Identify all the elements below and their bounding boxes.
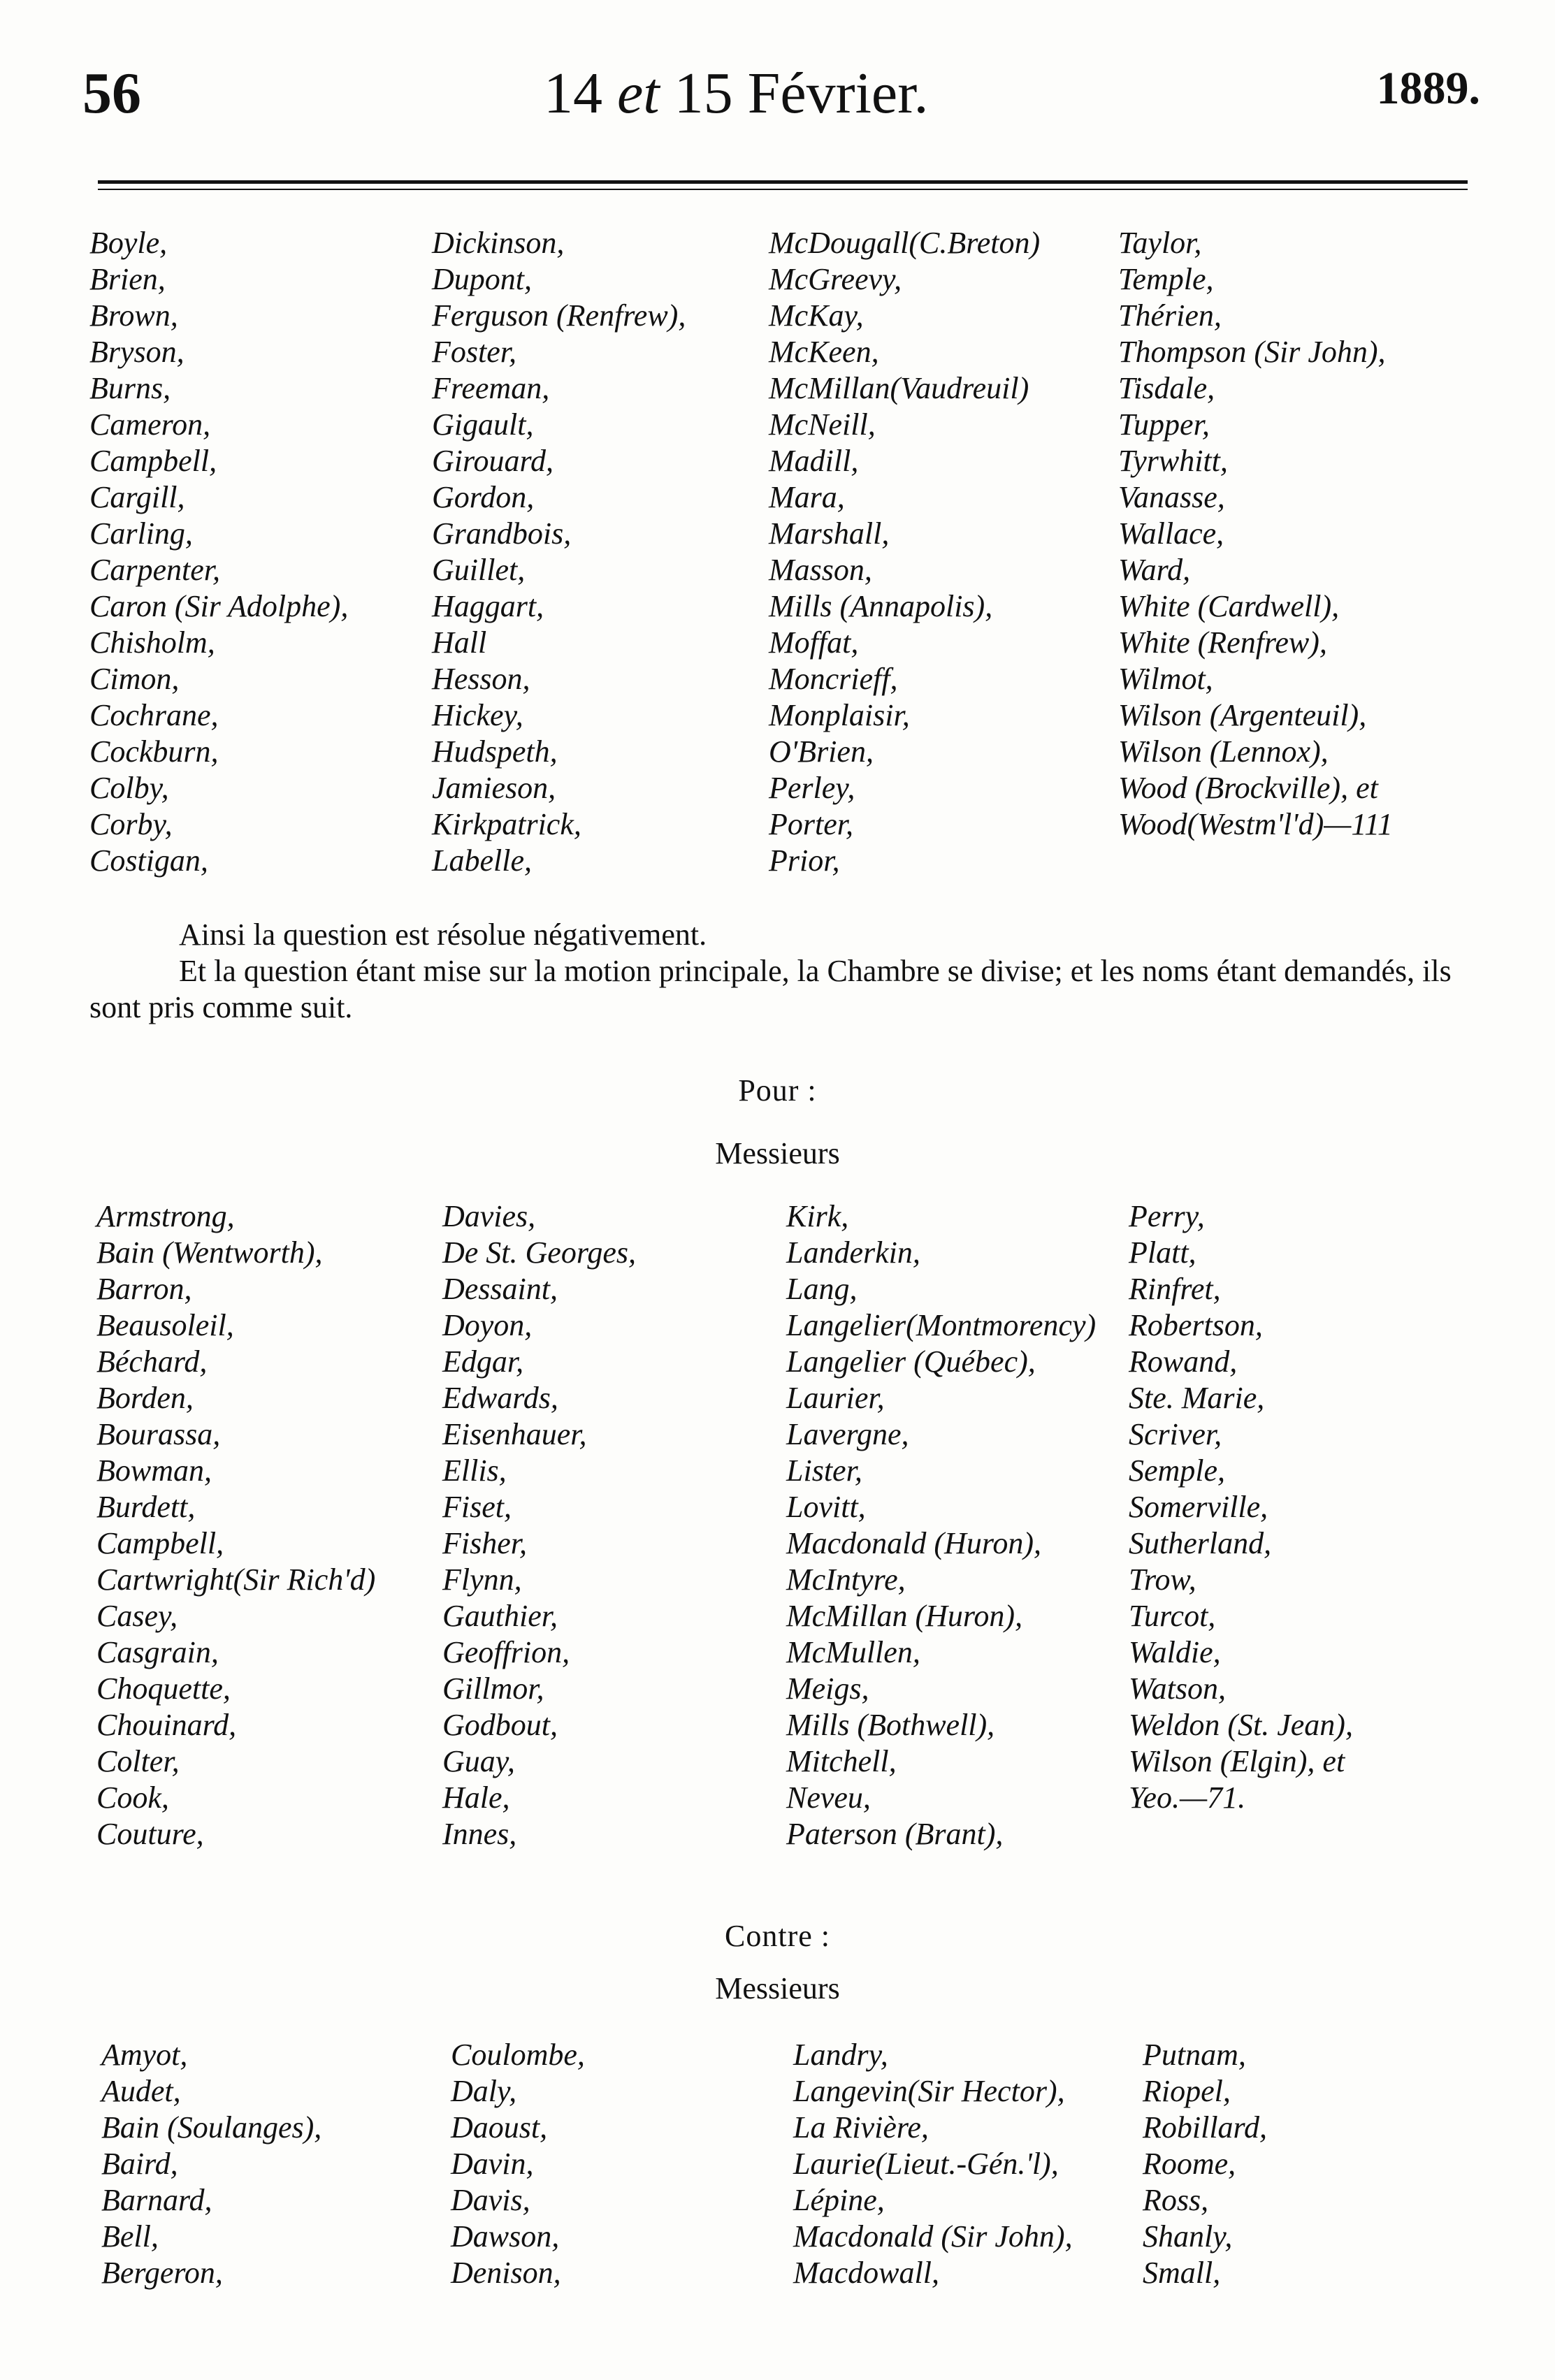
member-name: McMillan (Huron),: [786, 1599, 1023, 1633]
member-name: Chouinard,: [96, 1708, 237, 1742]
member-name: Wood(Westm'l'd)—111: [1118, 807, 1393, 841]
member-name: Macdowall,: [793, 2256, 939, 2290]
member-name: Gordon,: [432, 480, 535, 514]
member-name: Corby,: [89, 807, 173, 841]
member-name: Brien,: [89, 262, 166, 296]
page-title: 14 et 15 Février.: [544, 61, 929, 126]
member-name: Monplaisir,: [769, 698, 910, 732]
member-name: Godbout,: [442, 1708, 558, 1742]
member-name: Tupper,: [1118, 407, 1210, 442]
member-name: Yeo.—71.: [1129, 1780, 1246, 1815]
member-name: Putnam,: [1143, 2038, 1246, 2072]
member-name: Labelle,: [432, 843, 532, 878]
member-name: Tisdale,: [1118, 371, 1215, 405]
member-name: Colter,: [96, 1744, 180, 1778]
member-name: Rowand,: [1129, 1344, 1238, 1379]
member-name: Landry,: [793, 2038, 888, 2072]
member-name: Girouard,: [432, 444, 554, 478]
member-name: Edwards,: [442, 1381, 558, 1415]
division-paragraph: Et la question étant mise sur la motion principale, la Chambre se divise; et les noms étant demandés, ils sont pris comme suit.: [89, 954, 1452, 1024]
member-name: Dupont,: [432, 262, 532, 296]
member-name: Masson,: [769, 553, 872, 587]
name-column: [786, 1198, 1129, 1852]
member-name: Dessaint,: [442, 1272, 558, 1306]
member-name: Landerkin,: [786, 1235, 920, 1270]
page-year: 1889.: [1376, 63, 1480, 114]
member-name: Kirkpatrick,: [432, 807, 581, 841]
member-name: Sutherland,: [1129, 1526, 1272, 1560]
member-name: McKay,: [769, 298, 864, 333]
member-name: Somerville,: [1129, 1490, 1268, 1524]
member-name: Fiset,: [442, 1490, 512, 1524]
member-name: Beausoleil,: [96, 1308, 234, 1342]
member-name: O'Brien,: [769, 734, 874, 769]
member-name: Trow,: [1129, 1562, 1196, 1597]
member-name: Wilmot,: [1118, 662, 1213, 696]
member-name: Temple,: [1118, 262, 1214, 296]
member-name: Grandbois,: [432, 516, 572, 551]
member-name: Robertson,: [1129, 1308, 1263, 1342]
page-number: 56: [82, 61, 141, 126]
member-name: Semple,: [1129, 1453, 1226, 1488]
member-name: Coulombe,: [451, 2038, 585, 2072]
member-name: Cargill,: [89, 480, 185, 514]
member-name: Daoust,: [451, 2110, 548, 2145]
name-column: [1118, 225, 1510, 879]
member-name: Ste. Marie,: [1129, 1381, 1265, 1415]
member-name: Porter,: [769, 807, 853, 841]
name-column: [96, 1198, 442, 1852]
contre-subheading: Messieurs: [715, 1971, 840, 2005]
member-name: Ward,: [1118, 553, 1191, 587]
member-name: Macdonald (Sir John),: [793, 2219, 1073, 2254]
member-name: Cartwright(Sir Rich'd): [96, 1562, 376, 1597]
member-name: Dickinson,: [432, 226, 565, 260]
member-name: McKeen,: [769, 335, 879, 369]
member-name: Bell,: [101, 2219, 159, 2254]
member-name: Weldon (St. Jean),: [1129, 1708, 1353, 1742]
member-name: Freeman,: [432, 371, 550, 405]
member-name: Prior,: [769, 843, 840, 878]
member-name: McDougall(C.Breton): [769, 226, 1041, 260]
pour-subheading: Messieurs: [715, 1136, 840, 1170]
member-name: Innes,: [442, 1817, 517, 1851]
member-name: Wilson (Argenteuil),: [1118, 698, 1367, 732]
member-name: Gigault,: [432, 407, 534, 442]
member-name: Lang,: [786, 1272, 858, 1306]
pour-name-list: [96, 1198, 1520, 1852]
member-name: Carling,: [89, 516, 193, 551]
member-name: McGreevy,: [769, 262, 902, 296]
member-name: White (Renfrew),: [1118, 625, 1327, 660]
page-header: [82, 59, 1480, 136]
name-column: [769, 225, 1118, 879]
name-column: [432, 225, 769, 879]
member-name: Bain (Wentworth),: [96, 1235, 323, 1270]
member-name: Scriver,: [1129, 1417, 1222, 1451]
member-name: Langelier(Montmorency): [786, 1308, 1097, 1342]
member-name: Mara,: [769, 480, 845, 514]
member-name: Barron,: [96, 1272, 192, 1306]
member-name: Campbell,: [89, 444, 217, 478]
member-name: Bourassa,: [96, 1417, 221, 1451]
contre-heading: Contre :: [725, 1919, 830, 1953]
member-name: Borden,: [96, 1381, 194, 1415]
member-name: McMullen,: [786, 1635, 920, 1669]
member-name: Madill,: [769, 444, 859, 478]
member-name: McIntyre,: [786, 1562, 906, 1597]
member-name: Wallace,: [1118, 516, 1224, 551]
member-name: Cockburn,: [89, 734, 219, 769]
member-name: Haggart,: [432, 589, 544, 623]
member-name: Béchard,: [96, 1344, 208, 1379]
member-name: McMillan(Vaudreuil): [769, 371, 1029, 405]
member-name: Perley,: [769, 771, 855, 805]
header-rule-thin: [98, 189, 1468, 190]
member-name: Bergeron,: [101, 2256, 223, 2290]
member-name: Mills (Annapolis),: [769, 589, 993, 623]
member-name: Caron (Sir Adolphe),: [89, 589, 349, 623]
member-name: Cimon,: [89, 662, 180, 696]
member-name: Lovitt,: [786, 1490, 866, 1524]
member-name: Thompson (Sir John),: [1118, 335, 1386, 369]
member-name: Davies,: [442, 1199, 536, 1233]
member-name: Cameron,: [89, 407, 211, 442]
member-name: Daly,: [451, 2074, 517, 2108]
member-name: Marshall,: [769, 516, 890, 551]
member-name: Bryson,: [89, 335, 185, 369]
member-name: Fisher,: [442, 1526, 527, 1560]
member-name: Gauthier,: [442, 1599, 558, 1633]
member-name: Chisholm,: [89, 625, 215, 660]
member-name: Choquette,: [96, 1671, 231, 1706]
member-name: Watson,: [1129, 1671, 1226, 1706]
contre-name-list: [101, 2037, 1520, 2291]
member-name: Rinfret,: [1129, 1272, 1221, 1306]
member-name: Hickey,: [432, 698, 523, 732]
member-name: Meigs,: [786, 1671, 869, 1706]
member-name: Doyon,: [442, 1308, 533, 1342]
member-name: Bowman,: [96, 1453, 212, 1488]
member-name: Taylor,: [1118, 226, 1202, 260]
member-name: Boyle,: [89, 226, 168, 260]
member-name: Vanasse,: [1118, 480, 1225, 514]
member-name: Couture,: [96, 1817, 204, 1851]
name-column: [1143, 2037, 1520, 2291]
member-name: Small,: [1143, 2256, 1221, 2290]
member-name: Foster,: [432, 335, 516, 369]
member-name: Davis,: [451, 2183, 530, 2217]
member-name: Hall: [432, 625, 487, 660]
member-name: Bain (Soulanges),: [101, 2110, 322, 2145]
member-name: Kirk,: [786, 1199, 849, 1233]
member-name: Moffat,: [769, 625, 859, 660]
member-name: Gillmor,: [442, 1671, 544, 1706]
member-name: Guay,: [442, 1744, 515, 1778]
member-name: White (Cardwell),: [1118, 589, 1340, 623]
member-name: Perry,: [1129, 1199, 1205, 1233]
member-name: Mills (Bothwell),: [786, 1708, 995, 1742]
member-name: Lavergne,: [786, 1417, 909, 1451]
member-name: Ferguson (Renfrew),: [432, 298, 686, 333]
member-name: Ellis,: [442, 1453, 507, 1488]
member-name: Campbell,: [96, 1526, 224, 1560]
member-name: Dawson,: [451, 2219, 560, 2254]
header-rule-thick: [98, 180, 1468, 184]
member-name: Tyrwhitt,: [1118, 444, 1228, 478]
member-name: Brown,: [89, 298, 178, 333]
member-name: Carpenter,: [89, 553, 220, 587]
member-name: Flynn,: [442, 1562, 522, 1597]
member-name: Burns,: [89, 371, 171, 405]
member-name: Waldie,: [1129, 1635, 1221, 1669]
member-name: Neveu,: [786, 1780, 871, 1815]
member-name: Moncrieff,: [769, 662, 898, 696]
member-name: Shanly,: [1143, 2219, 1233, 2254]
member-name: Langelier (Québec),: [786, 1344, 1036, 1379]
member-name: Hesson,: [432, 662, 530, 696]
member-name: La Rivière,: [793, 2110, 929, 2145]
member-name: Davin,: [451, 2147, 534, 2181]
member-name: Guillet,: [432, 553, 526, 587]
member-name: Cochrane,: [89, 698, 219, 732]
name-column: [793, 2037, 1143, 2291]
member-name: Casgrain,: [96, 1635, 219, 1669]
member-name: Eisenhauer,: [442, 1417, 587, 1451]
member-name: Lépine,: [793, 2183, 885, 2217]
member-name: Mitchell,: [786, 1744, 897, 1778]
name-column: [442, 1198, 786, 1852]
member-name: Robillard,: [1143, 2110, 1268, 2145]
name-column: [451, 2037, 793, 2291]
member-name: McNeill,: [769, 407, 876, 442]
member-name: Turcot,: [1129, 1599, 1216, 1633]
member-name: Cook,: [96, 1780, 169, 1815]
member-name: Ross,: [1143, 2183, 1209, 2217]
name-column: [101, 2037, 451, 2291]
member-name: Colby,: [89, 771, 169, 805]
member-name: Langevin(Sir Hector),: [793, 2074, 1065, 2108]
member-name: De St. Georges,: [442, 1235, 636, 1270]
member-name: Laurie(Lieut.-Gén.'l),: [793, 2147, 1059, 2181]
member-name: Hale,: [442, 1780, 510, 1815]
member-name: Riopel,: [1143, 2074, 1231, 2108]
name-column: [1129, 1198, 1520, 1852]
member-name: Wood (Brockville), et: [1118, 771, 1378, 805]
member-name: Lister,: [786, 1453, 862, 1488]
member-name: Jamieson,: [432, 771, 556, 805]
pour-heading: Pour :: [738, 1073, 817, 1108]
member-name: Thérien,: [1118, 298, 1222, 333]
member-name: Hudspeth,: [432, 734, 558, 769]
vote-list-continued: [89, 225, 1510, 879]
member-name: Casey,: [96, 1599, 178, 1633]
name-column: [89, 225, 432, 879]
member-name: Geoffrion,: [442, 1635, 570, 1669]
member-name: Wilson (Lennox),: [1118, 734, 1329, 769]
result-paragraph: Ainsi la question est résolue négativement.: [179, 917, 707, 952]
member-name: Barnard,: [101, 2183, 212, 2217]
member-name: Laurier,: [786, 1381, 885, 1415]
member-name: Baird,: [101, 2147, 178, 2181]
member-name: Armstrong,: [96, 1199, 235, 1233]
member-name: Audet,: [101, 2074, 181, 2108]
member-name: Platt,: [1129, 1235, 1196, 1270]
member-name: Edgar,: [442, 1344, 524, 1379]
member-name: Costigan,: [89, 843, 208, 878]
member-name: Paterson (Brant),: [786, 1817, 1004, 1851]
member-name: Wilson (Elgin), et: [1129, 1744, 1345, 1778]
member-name: Roome,: [1143, 2147, 1236, 2181]
member-name: Amyot,: [101, 2038, 188, 2072]
member-name: Macdonald (Huron),: [786, 1526, 1041, 1560]
member-name: Burdett,: [96, 1490, 196, 1524]
member-name: Denison,: [451, 2256, 561, 2290]
